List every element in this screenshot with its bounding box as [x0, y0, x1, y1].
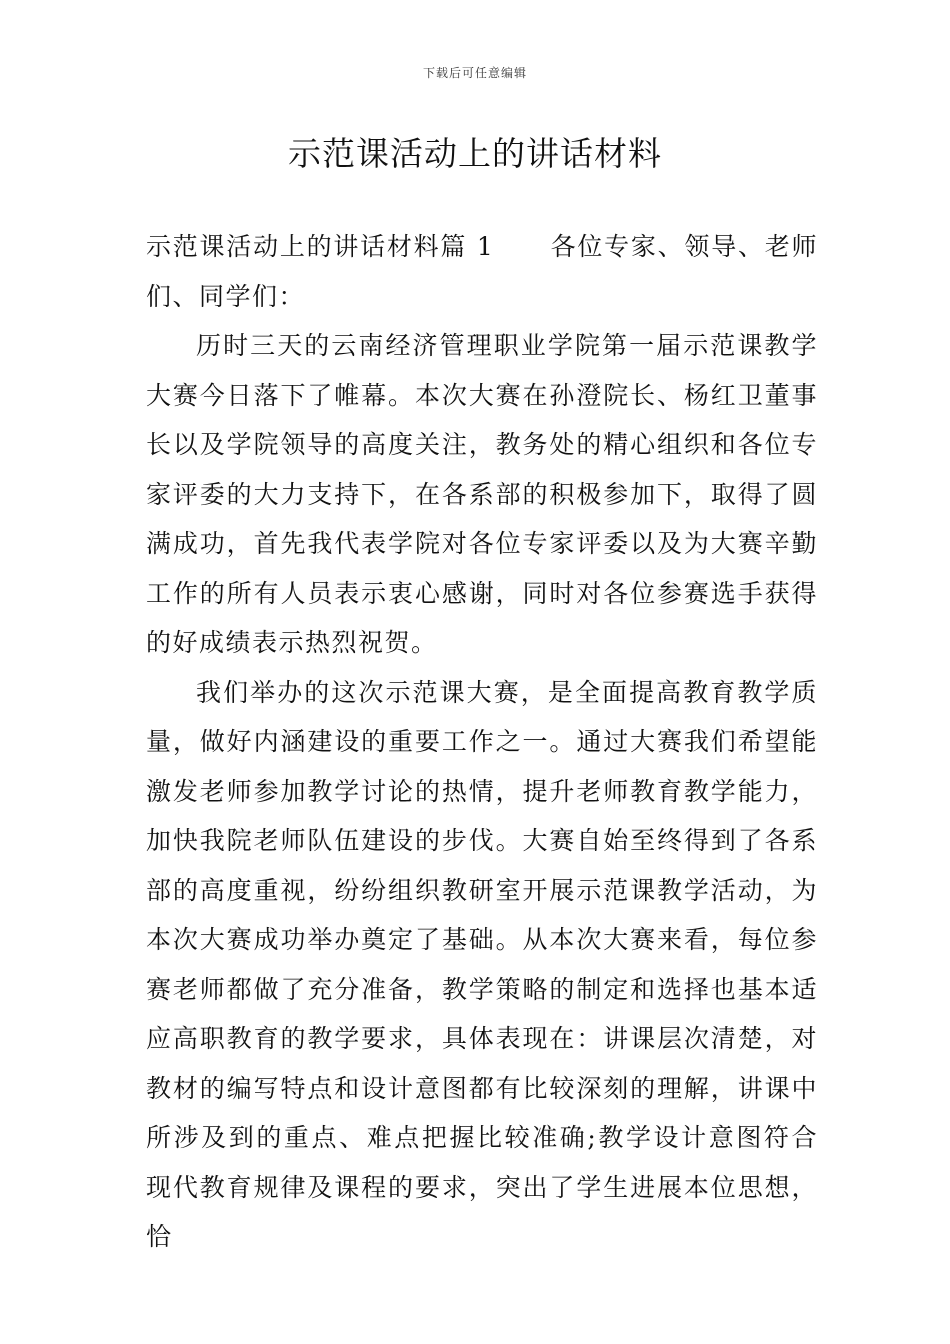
header-note: 下载后可任意编辑: [422, 66, 527, 80]
paragraph-1: 历时三天的云南经济管理职业学院第一届示范课教学大赛今日落下了帷幕。本次大赛在孙澄院长、杨红卫董事长以及学院领导的高度关注，教务处的精心组织和各位专家评委的大力支持下，在各系部的积极参加下，取得了圆满成功，首先我代表学院对各位专家评委以及为大赛辛勤工作的所有人员表示衷心感谢，同时对各位参赛选手获得的好成绩表示热烈祝贺。: [146, 331, 818, 657]
salutation: 各位专家、领导、老师们、同学们：: [146, 232, 818, 311]
section-heading: 示范课活动上的讲话材料篇 1: [146, 232, 495, 261]
paragraph-2: 我们举办的这次示范课大赛，是全面提高教育教学质量，做好内涵建设的重要工作之一。通过大赛我们希望能激发老师参加教学讨论的热情，提升老师教育教学能力，加快我院老师队伍建设的步伐。大赛自始至终得到了各系部的高度重视，纷纷组织教研室开展示范课教学活动，为本次大赛成功举办奠定了基础。从本次大赛来看，每位参赛老师都做了充分准备，教学策略的制定和选择也基本适应高职教育的教学要求，具体表现在：讲课层次清楚，对教材的编写特点和设计意图都有比较深刻的理解，讲课中所涉及到的重点、难点把握比较准确;教学设计意图符合现代教育规律及课程的要求，突出了学生进展本位思想，恰: [146, 677, 818, 1251]
document-body: [146, 222, 818, 1262]
intro-line: [146, 222, 818, 321]
document-title: 示范课活动上的讲话材料: [288, 134, 662, 173]
